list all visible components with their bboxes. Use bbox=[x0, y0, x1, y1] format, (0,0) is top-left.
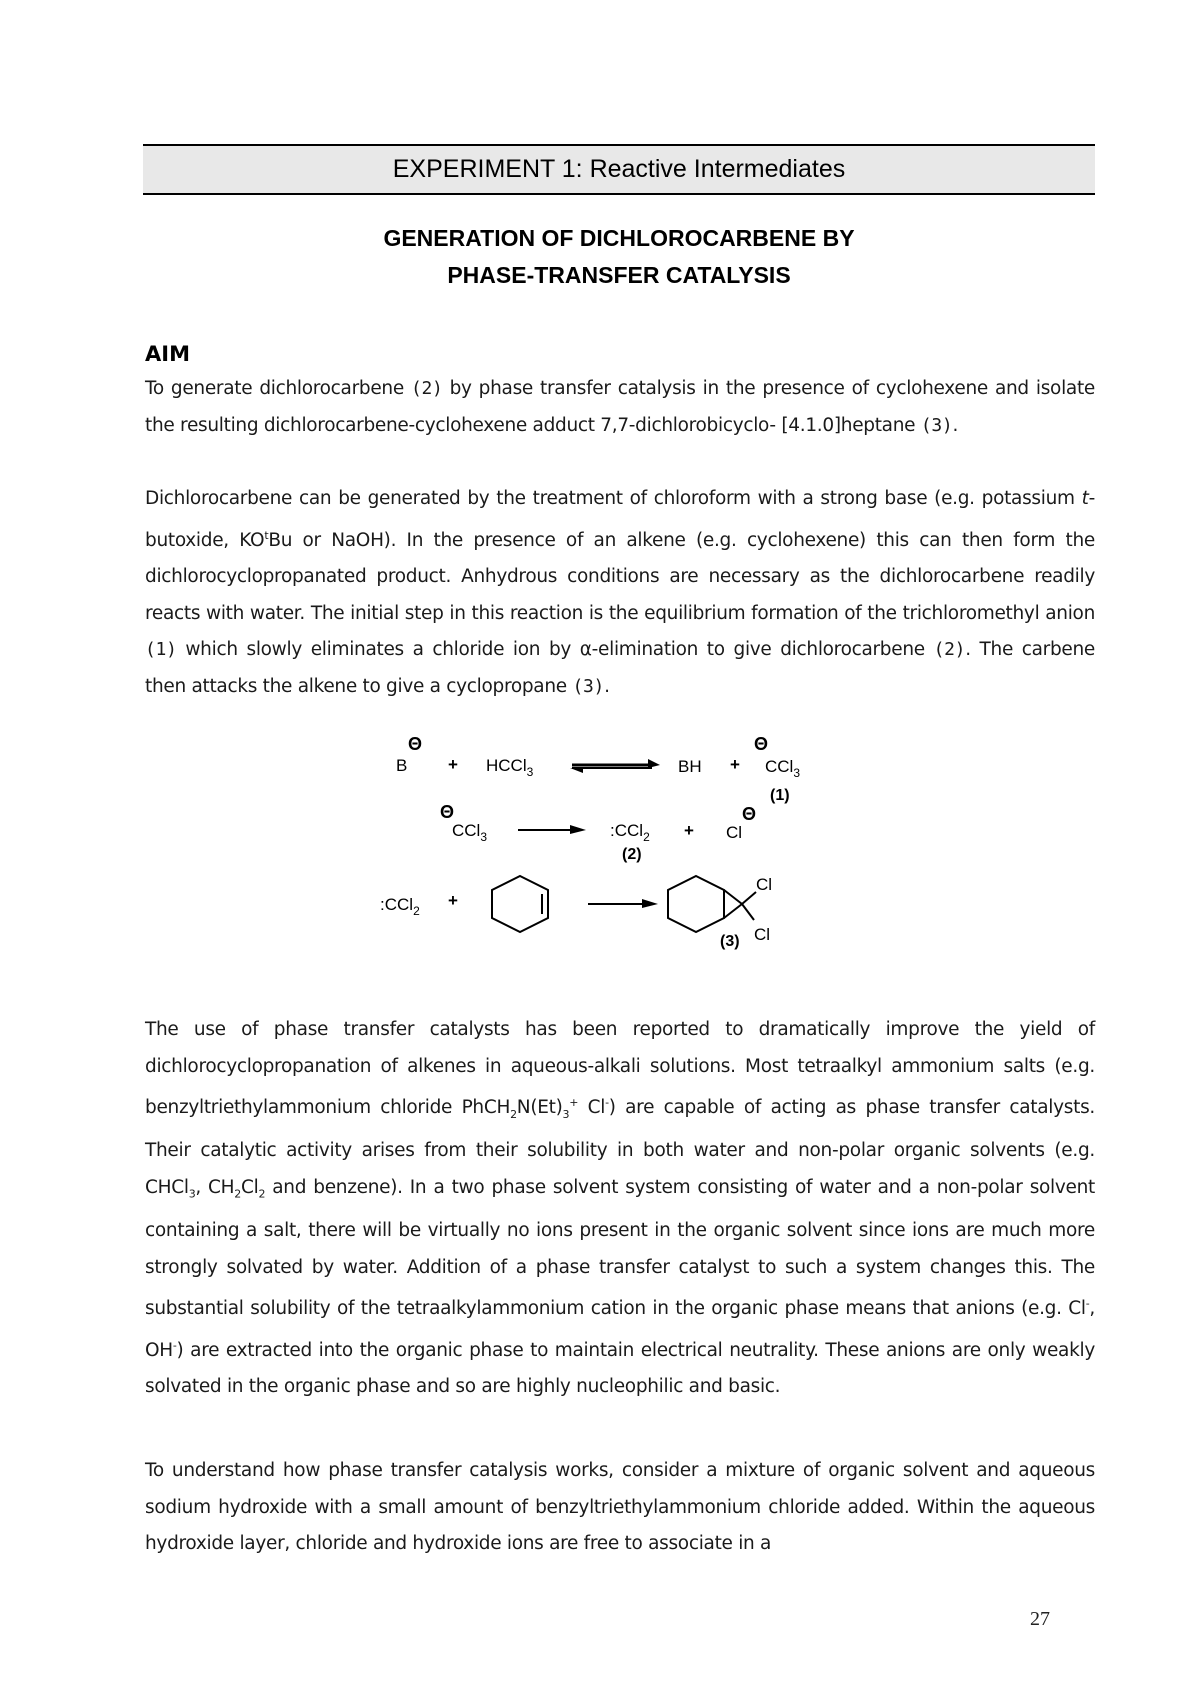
aim-paragraph: To generate dichlorocarbene (2) by phase transfer catalysis in the presence of cyclohexene and isolate the resulting dichlorocarbene-cyclohexene adduct 7,7-dichlorobicyclo- [4.1.0]heptane (3). bbox=[145, 378, 1095, 436]
chloride-label: Cl bbox=[726, 823, 743, 842]
title-line-1: GENERATION OF DICHLOROCARBENE BY bbox=[383, 225, 855, 251]
plus-sign: + bbox=[448, 755, 458, 774]
equilibrium-arrow bbox=[570, 759, 660, 773]
reaction-scheme bbox=[380, 728, 860, 968]
conjugate-acid-label: BH bbox=[678, 757, 702, 776]
aim-heading: AIM bbox=[145, 342, 190, 366]
dichlorocarbene-label: :CCl$_2$ bbox=[380, 895, 420, 918]
page-number: 27 bbox=[1030, 1608, 1050, 1630]
intro-paragraph: Dichlorocarbene can be generated by the treatment of chloroform with a strong base (e.g. potassium t-butoxide, $KO^tBu$ or NaOH). In the presence of an alkene (e.g. cyclohexene) this can then form the dichlorocyclopropanated product. Anhydrous conditions are necessary as the dichlorocarbene readily reacts with water. The initial step in this reaction is the equilibrium formation of the trichloromethyl anion (1) which slowly eliminates a chloride ion by α-elimination to give dichlorocarbene (2). The carbene then attacks the alkene to give a cyclopropane (3). bbox=[145, 488, 1095, 697]
trichloromethyl-anion-label: CCl$_3$ bbox=[452, 821, 488, 844]
compound-3-label: (3) bbox=[720, 933, 740, 950]
base-label: B bbox=[396, 756, 408, 775]
cyclohexene-structure bbox=[492, 876, 548, 932]
plus-sign: + bbox=[448, 891, 458, 910]
reaction-arrow bbox=[588, 899, 658, 908]
trichloromethyl-anion-label: CCl$_3$ bbox=[765, 757, 801, 780]
compound-2-label: (2) bbox=[622, 846, 642, 863]
ptc-paragraph: The use of phase transfer catalysts has been reported to dramatically improve the yield of dichlorocyclopropanation of alkenes in aqueous-alkali solutions. Most tetraalkyl ammonium salts (e.g. benzyltriethylammonium chloride $PhCH_2N(Et)_3^+$ Cl-) are capable of acting as phase transfer catalysts. Their catalytic activity arises from their solubility in both water and non-polar organic solvents (e.g. CHCl$_3$, $CH_2Cl_2$ and benzene). In a two phase solvent system consisting of water and a non-polar solvent containing a salt, there will be virtually no ions present in the organic solvent since ions are much more strongly solvated by water. Addition of a phase transfer catalyst to such a system changes this. The substantial solubility of the tetraalkylammonium cation in the organic phase means that anions (e.g. Cl-, OH-) are extracted into the organic phase to maintain electrical neutrality. These anions are only weakly solvated in the organic phase and so are highly nucleophilic and basic. bbox=[145, 1019, 1095, 1398]
dichlorobicycloheptane-structure bbox=[668, 876, 756, 932]
base-charge: Θ bbox=[408, 734, 423, 754]
title-line-2: PHASE-TRANSFER CATALYSIS bbox=[447, 262, 791, 288]
experiment-banner-text: EXPERIMENT 1: Reactive Intermediates bbox=[392, 155, 846, 183]
dichlorocarbene-label: :CCl$_2$ bbox=[610, 821, 650, 844]
chloride-charge: Θ bbox=[742, 804, 757, 824]
chlorine-bottom-label: Cl bbox=[754, 925, 771, 944]
compound-1-label: (1) bbox=[770, 787, 790, 804]
reaction-arrow bbox=[518, 825, 586, 834]
anion-charge: Θ bbox=[440, 802, 455, 822]
plus-sign: + bbox=[730, 755, 740, 774]
chloroform-label: HCCl$_3$ bbox=[486, 756, 534, 779]
plus-sign: + bbox=[684, 821, 694, 840]
anion-charge: Θ bbox=[754, 734, 769, 754]
chlorine-top-label: Cl bbox=[756, 875, 773, 894]
understand-paragraph: To understand how phase transfer catalysis works, consider a mixture of organic solvent and aqueous sodium hydroxide with a small amount of benzyltriethylammonium chloride added. Within the aqueous hydroxide layer, chloride and hydroxide ions are free to associate in a bbox=[145, 1460, 1095, 1554]
experiment-banner bbox=[143, 144, 1095, 195]
